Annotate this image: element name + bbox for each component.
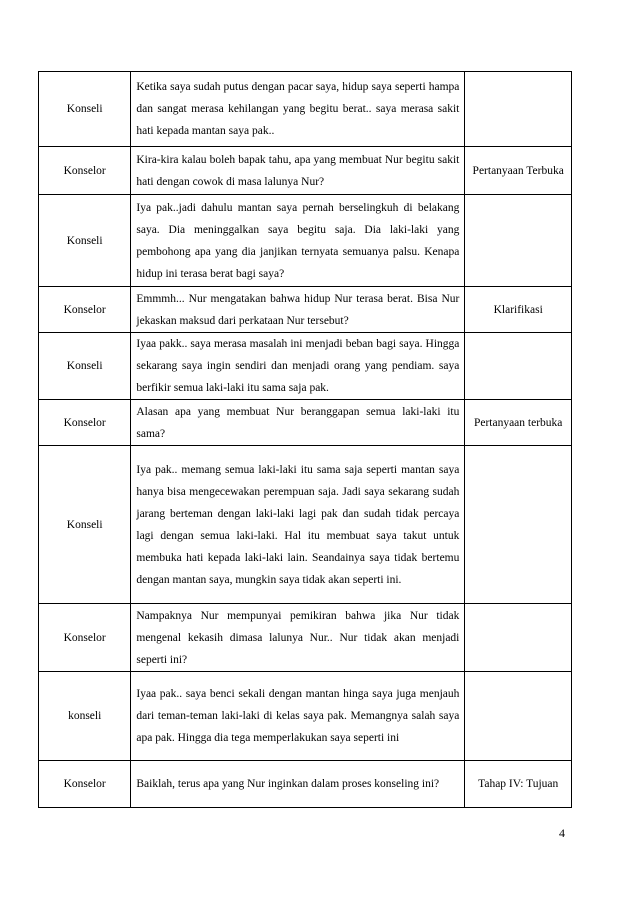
speaker-cell: Konselor xyxy=(39,287,131,333)
table-row xyxy=(39,287,572,333)
table-row xyxy=(39,147,572,195)
technique-cell xyxy=(465,72,572,147)
technique-cell xyxy=(465,672,572,761)
speaker-cell: Konseli xyxy=(39,72,131,147)
speaker-cell: Konselor xyxy=(39,147,131,195)
technique-cell xyxy=(465,604,572,672)
speaker-cell: Konselor xyxy=(39,761,131,808)
speaker-cell: Konselor xyxy=(39,604,131,672)
technique-cell: Klarifikasi xyxy=(465,287,572,333)
table-row xyxy=(39,604,572,672)
table-row xyxy=(39,761,572,808)
speaker-cell: Konseli xyxy=(39,333,131,400)
table-row xyxy=(39,72,572,147)
technique-cell xyxy=(465,446,572,604)
speaker-cell: konseli xyxy=(39,672,131,761)
utterance-cell: Iya pak.. memang semua laki-laki itu sama saja seperti mantan saya hanya bisa mengecewakan perempuan saja. Jadi saya sekarang sudah jarang berteman dengan laki-laki lagi pak dan sudah tidak percaya lagi dengan semua laki-laki. Hal itu membuat saya takut untuk membuka hati kepada laki-laki lain. Seandainya saya tidak bertemu dengan mantan saya, mungkin saya tidak akan seperti ini. xyxy=(131,446,465,604)
table-row xyxy=(39,400,572,446)
utterance-cell: Alasan apa yang membuat Nur beranggapan semua laki-laki itu sama? xyxy=(131,400,465,446)
utterance-cell: Iyaa pakk.. saya merasa masalah ini menjadi beban bagi saya. Hingga sekarang saya ingin sendiri dan menjadi orang yang pendiam. saya berfikir semua laki-laki itu sama saja pak. xyxy=(131,333,465,400)
utterance-cell: Iya pak..jadi dahulu mantan saya pernah berselingkuh di belakang saya. Dia meninggalkan saya begitu saja. Dia laki-laki yang pembohong apa yang dia janjikan ternyata semuanya palsu. Kenapa hidup ini terasa berat bagi saya? xyxy=(131,195,465,287)
counseling-transcript-table xyxy=(38,71,572,808)
utterance-cell: Kira-kira kalau boleh bapak tahu, apa yang membuat Nur begitu sakit hati dengan cowok di masa lalunya Nur? xyxy=(131,147,465,195)
utterance-cell: Ketika saya sudah putus dengan pacar saya, hidup saya seperti hampa dan sangat merasa kehilangan yang begitu berat.. saya merasa sakit hati kepada mantan saya pak.. xyxy=(131,72,465,147)
table-row xyxy=(39,446,572,604)
utterance-cell: Iyaa pak.. saya benci sekali dengan mantan hinga saya juga menjauh dari teman-teman laki-laki di kelas saya pak. Memangnya salah saya apa pak. Hingga dia tega memperlakukan saya seperti ini xyxy=(131,672,465,761)
table-row xyxy=(39,333,572,400)
speaker-cell: Konseli xyxy=(39,195,131,287)
speaker-cell: Konseli xyxy=(39,446,131,604)
page-number: 4 xyxy=(559,826,565,840)
technique-cell: Pertanyaan terbuka xyxy=(465,400,572,446)
utterance-cell: Nampaknya Nur mempunyai pemikiran bahwa jika Nur tidak mengenal kekasih dimasa lalunya Nur.. Nur tidak akan menjadi seperti ini? xyxy=(131,604,465,672)
speaker-cell: Konselor xyxy=(39,400,131,446)
technique-cell: Tahap IV: Tujuan xyxy=(465,761,572,808)
utterance-cell: Emmmh... Nur mengatakan bahwa hidup Nur terasa berat. Bisa Nur jekaskan maksud dari perkataan Nur tersebut? xyxy=(131,287,465,333)
table-row xyxy=(39,195,572,287)
technique-cell: Pertanyaan Terbuka xyxy=(465,147,572,195)
table-row xyxy=(39,672,572,761)
technique-cell xyxy=(465,333,572,400)
utterance-cell: Baiklah, terus apa yang Nur inginkan dalam proses konseling ini? xyxy=(131,761,465,808)
technique-cell xyxy=(465,195,572,287)
